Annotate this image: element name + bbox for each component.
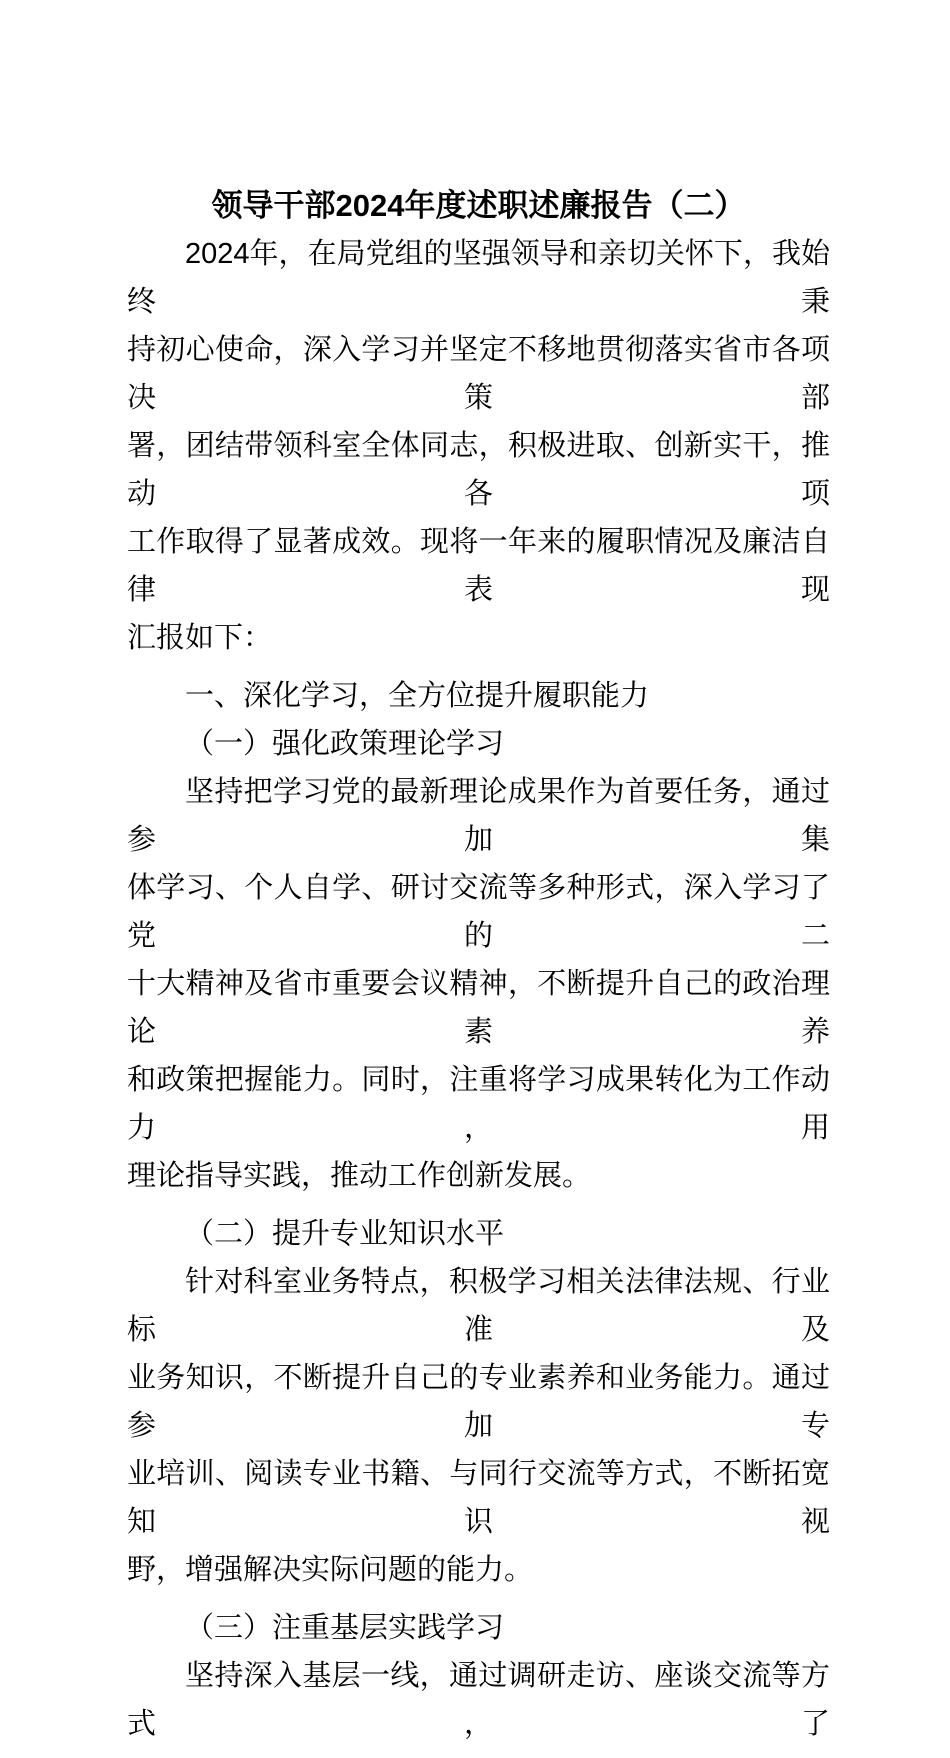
paragraph-body <box>127 1652 830 1748</box>
text-line: 业培训、阅读专业书籍、与同行交流等方式，不断拓宽知识视 <box>127 1458 830 1538</box>
text-line: 体学习、个人自学、研讨交流等多种形式，深入学习了党的二 <box>127 872 830 952</box>
text-line: 署，团结带领科室全体同志，积极进取、创新实干，推动各项 <box>127 430 830 510</box>
paragraph-body <box>127 768 830 1200</box>
paragraph-subheading <box>127 1210 830 1258</box>
text-line: 理论指导实践，推动工作创新发展。 <box>127 1160 592 1192</box>
text-line: 针对科室业务特点，积极学习相关法律法规、行业标准及 <box>127 1266 830 1346</box>
text-line: 工作取得了显著成效。现将一年来的履职情况及廉洁自律表现 <box>127 526 830 606</box>
document-body <box>127 230 830 1748</box>
text-line: 坚持深入基层一线，通过调研走访、座谈交流等方式，了 <box>127 1660 830 1740</box>
text-line: 汇报如下： <box>127 622 273 654</box>
text-line: 一、深化学习，全方位提升履职能力 <box>185 680 650 712</box>
paragraph-body <box>127 230 830 662</box>
paragraph-heading <box>127 672 830 720</box>
text-line: 和政策把握能力。同时，注重将学习成果转化为工作动力，用 <box>127 1064 830 1144</box>
text-line: （二）提升专业知识水平 <box>185 1218 505 1250</box>
text-line: 十大精神及省市重要会议精神，不断提升自己的政治理论素养 <box>127 968 830 1048</box>
paragraph-subheading <box>127 720 830 768</box>
text-line: （三）注重基层实践学习 <box>185 1612 505 1644</box>
document-title: 领导干部2024年度述职述廉报告（二） <box>211 188 746 223</box>
text-line: （一）强化政策理论学习 <box>185 728 505 760</box>
paragraph-body <box>127 1258 830 1594</box>
paragraph-subheading <box>127 1604 830 1652</box>
text-line: 野，增强解决实际问题的能力。 <box>127 1554 534 1586</box>
text-line: 坚持把学习党的最新理论成果作为首要任务，通过参加集 <box>127 776 830 856</box>
text-line: 持初心使命，深入学习并坚定不移地贯彻落实省市各项决策部 <box>127 334 830 414</box>
text-line: 2024年，在局党组的坚强领导和亲切关怀下，我始终秉 <box>127 238 830 318</box>
text-line: 业务知识，不断提升自己的专业素养和业务能力。通过参加专 <box>127 1362 830 1442</box>
document-page <box>127 182 830 1758</box>
